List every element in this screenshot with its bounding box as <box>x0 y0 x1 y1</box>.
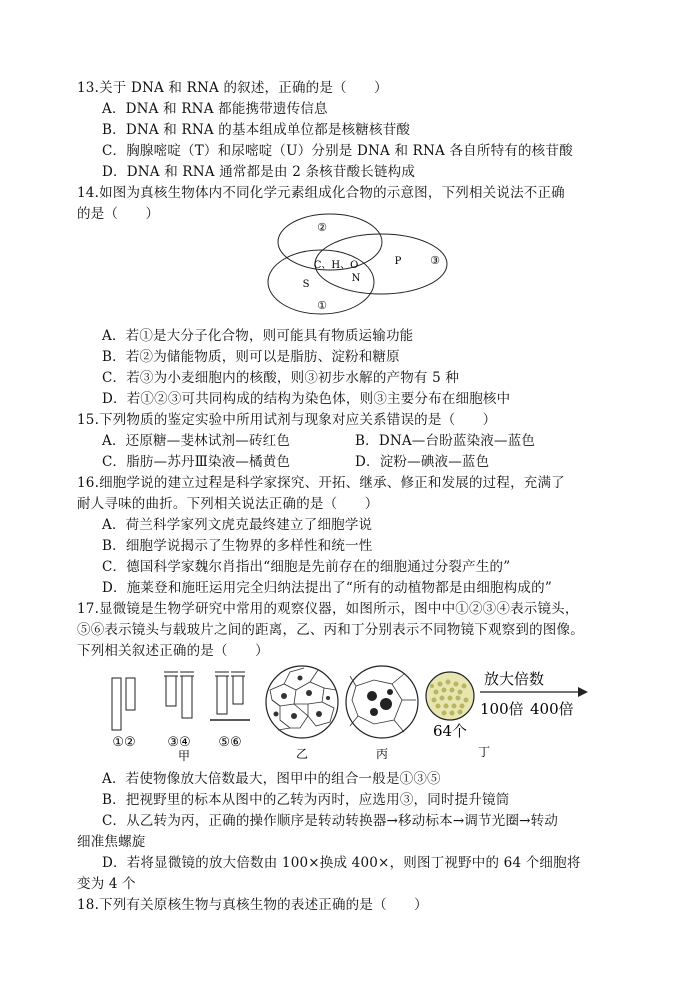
objective-lenses <box>164 672 194 718</box>
q15-option-b: B．DNA—台盼蓝染液—蓝色 <box>355 433 536 449</box>
q17-option-b: B．把视野里的标本从图中的乙转为丙时，应选用③，同时提升镜筒 <box>102 792 510 808</box>
label-n: N <box>351 273 361 284</box>
panel-label-bing: 丙 <box>375 747 389 761</box>
q15-option-d: D．淀粉—碘液—蓝色 <box>355 454 490 470</box>
label-s: S <box>302 279 310 290</box>
objective-6 <box>233 676 243 704</box>
q16-option-c: C．德国科学家魏尔肖指出“细胞是先前存在的细胞通过分裂产生的” <box>102 559 511 575</box>
q14-option-d: D．若①②③可共同构成的结构为染色体，则③主要分布在细胞核中 <box>102 391 511 407</box>
lens-label-56: ⑤⑥ <box>218 735 242 750</box>
q16-option-a: A．荷兰科学家列文虎克最终建立了细胞学说 <box>102 517 373 533</box>
q13-option-a: A．DNA 和 RNA 都能携带遗传信息 <box>102 101 328 117</box>
eyepiece-lenses <box>112 678 135 730</box>
q17-option-d-continued: 变为 4 个 <box>77 876 136 892</box>
q14-option-c: C．若③为小麦细胞内的核酸，则③初步水解的产物有 5 种 <box>102 370 460 386</box>
q14-option-a: A．若①是大分子化合物，则可能具有物质运输功能 <box>102 328 414 344</box>
q15-stem: 15.下列物质的鉴定实验中所用试剂与现象对应关系错误的是（ ） <box>77 412 497 428</box>
panel-label-ding: 丁 <box>477 745 491 759</box>
q15-option-c: C．脂肪—苏丹Ⅲ染液—橘黄色 <box>102 454 291 470</box>
q17-option-c-continued: 细准焦螺旋 <box>77 834 146 850</box>
q14-option-b: B．若②为储能物质，则可以是脂肪、淀粉和糖原 <box>102 349 400 365</box>
panel-label-yi: 乙 <box>295 747 309 761</box>
eyepiece-2 <box>126 678 135 710</box>
view-ding <box>426 672 474 720</box>
objective-4 <box>182 676 192 718</box>
eyepiece-1 <box>112 678 121 730</box>
q14-stem-line1: 14.如图为真核生物体内不同化学元素组成化合物的示意图，下列相关说法不正确 <box>77 185 565 201</box>
lens-label-34: ③④ <box>167 735 191 750</box>
q17-option-c: C．从乙转为丙，正确的操作顺序是转动转换器→移动标本→调节光圈→转动 <box>102 813 559 829</box>
q13-option-b: B．DNA 和 RNA 的基本组成单位都是核糖核苷酸 <box>102 122 411 138</box>
label-p: P <box>394 256 402 267</box>
objective-distance <box>210 672 250 720</box>
q17-option-d: D．若将显微镜的放大倍数由 100×换成 400×，则图丁视野中的 64 个细胞将 <box>102 855 581 871</box>
q17-stem-line1: 17.显微镜是生物学研究中常用的观察仪器，如图所示，图中中①②③④表示镜头， <box>77 601 579 617</box>
view-bing <box>346 666 418 738</box>
panel-label-jia: 甲 <box>177 749 191 763</box>
magnification-low: 100倍 <box>480 700 524 718</box>
label-circle-1: ① <box>317 299 327 312</box>
lens-label-12: ①② <box>112 735 136 750</box>
q15-option-a: A．还原糖—斐林试剂—砖红色 <box>102 433 291 449</box>
label-circle-3: ③ <box>430 254 440 267</box>
objective-5 <box>217 676 227 714</box>
q17-option-a: A．若使物像放大倍数最大，图甲中的组合一般是①③⑤ <box>102 771 441 787</box>
magnification-arrow <box>480 687 588 697</box>
q13-option-c: C．胸腺嘧啶（T）和尿嘧啶（U）分别是 DNA 和 RNA 各自所特有的核苷酸 <box>102 143 573 159</box>
q17-stem-line3: 下列相关叙述正确的是（ ） <box>77 643 269 659</box>
q18-stem: 18.下列有关原核生物与真核生物的表述正确的是（ ） <box>77 897 428 913</box>
q14-venn-diagram <box>258 212 468 320</box>
q13-stem: 13.关于 DNA 和 RNA 的叙述，正确的是（ ） <box>77 80 388 96</box>
label-circle-2: ② <box>317 221 327 234</box>
q13-option-d: D．DNA 和 RNA 通常都是由 2 条核苷酸长链构成 <box>102 164 416 180</box>
q17-stem-line2: ⑤⑥表示镜头与载玻片之间的距离，乙、丙和丁分别表示不同物镜下观察到的图像。 <box>77 622 584 638</box>
q16-stem-line1: 16.细胞学说的建立过程是科学家探究、开拓、继承、修正和发展的过程，充满了 <box>77 475 565 491</box>
q16-stem-line2: 耐人寻味的曲折。下列相关说法正确的是（ ） <box>77 496 379 512</box>
q16-option-b: B．细胞学说揭示了生物界的多样性和统一性 <box>102 538 373 554</box>
magnification-high: 400倍 <box>530 700 574 718</box>
cell-count-label: 64个 <box>432 722 468 740</box>
q14-stem-line2: 的是（ ） <box>77 206 160 222</box>
objective-3 <box>166 676 176 706</box>
view-yi <box>266 666 338 738</box>
q16-option-d: D．施莱登和施旺运用完全归纳法提出了“所有的动植物都是由细胞构成的” <box>102 580 552 596</box>
label-cho: C、H、O <box>313 260 359 271</box>
magnification-title: 放大倍数 <box>484 670 545 688</box>
q17-microscope-figure <box>104 660 594 772</box>
